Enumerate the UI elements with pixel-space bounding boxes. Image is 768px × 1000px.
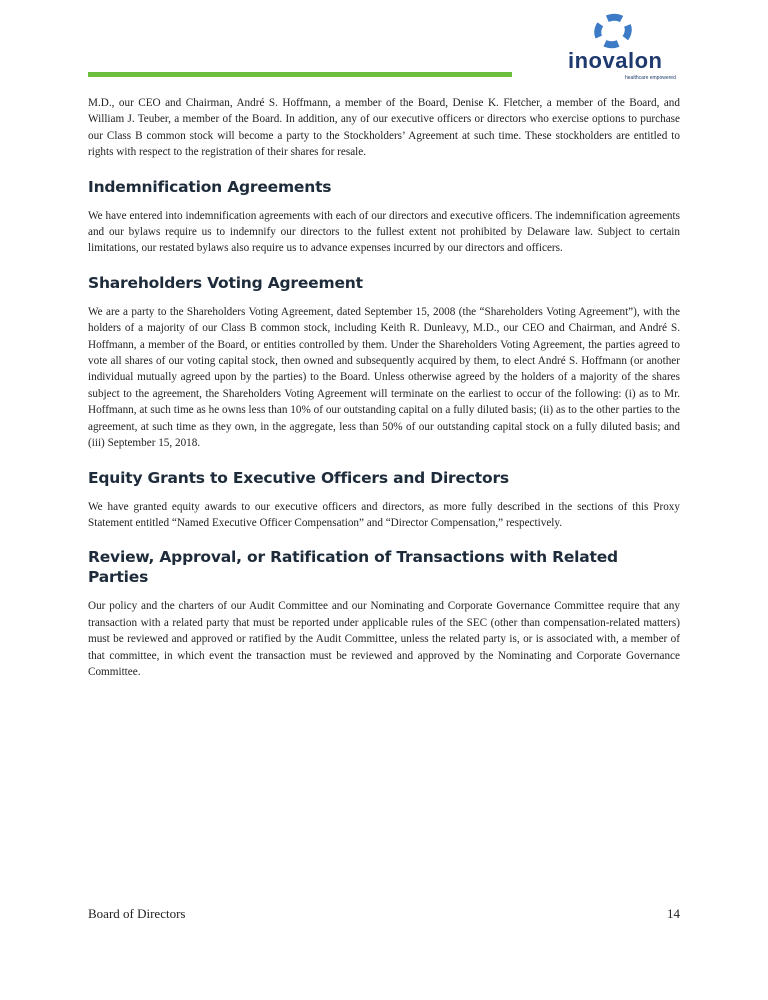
section-heading: Review, Approval, or Ratification of Transactions with Related Parties — [88, 548, 618, 587]
page-footer — [88, 906, 680, 922]
header-accent-bar — [88, 72, 512, 77]
paragraph: M.D., our CEO and Chairman, André S. Hoffmann, a member of the Board, Denise K. Fletcher, a member of the Board, and William J. Teuber, a member of the Board. In addition, any of our executive officers or directors who exercise options to purchase our Class B common stock will become a party to the Stockholders’ Agreement at such time. These stockholders are entitled to rights with respect to the registration of their shares for resale. — [88, 97, 680, 159]
document-body — [88, 95, 680, 680]
page-number: 14 — [667, 906, 680, 921]
paragraph: Our policy and the charters of our Audit Committee and our Nominating and Corporate Governance Committee require that any transaction with a related party that must be reported under applicable rules of the SEC (other than compensation-related matters) must be reviewed and approved or ratified by the Audit Committee, unless the related party is, or is associated with, a member of that committee, in which event the transaction must be reviewed and approved by the Nominating and Corporate Governance Committee. — [88, 600, 680, 678]
logo-name: inovalon — [568, 48, 663, 73]
logo-tagline: healthcare empowered — [625, 75, 676, 81]
paragraph: We have granted equity awards to our executive officers and directors, as more fully described in the sections of this Proxy Statement entitled “Named Executive Officer Compensation” and “Director Compensation,” respectively. — [88, 500, 680, 529]
section-heading: Indemnification Agreements — [88, 177, 332, 196]
section-heading: Shareholders Voting Agreement — [88, 273, 363, 292]
section-heading: Equity Grants to Executive Officers and Directors — [88, 468, 509, 487]
footer-section: Board of Directors — [88, 906, 186, 921]
inovalon-logo — [560, 12, 690, 82]
paragraph: We are a party to the Shareholders Voting Agreement, dated September 15, 2008 (the “Shareholders Voting Agreement”), with the holders of a majority of our Class B common stock, including Keith R. Dunleavy, M.D., our CEO and Chairman, and André S. Hoffmann, a member of the Board, or entities controlled by them. Under the Shareholders Voting Agreement, the parties agreed to vote all shares of our voting capital stock, then owned and subsequently acquired by them, to elect André S. Hoffmann (or another individual mutually agreed upon by the parties) to the Board. Unless otherwise agreed by the holders of a majority of the shares subject to the agreement, the Shareholders Voting Agreement will terminate on the earliest to occur of the following: (i) as to Mr. Hoffmann, at such time as he owns less than 10% of our outstanding capital on a fully diluted basis; (ii) as to the other parties to the agreement, at such time as they own, in the aggregate, less than 50% of our outstanding capital stock on a fully diluted basis; and (iii) September 15, 2018. — [88, 305, 680, 450]
paragraph: We have entered into indemnification agreements with each of our directors and executive officers. The indemnification agreements and our bylaws require us to indemnify our directors to the fullest extent not prohibited by Delaware law. Subject to certain limitations, our restated bylaws also require us to advance expenses incurred by our directors and officers. — [88, 209, 680, 255]
logo-ring-icon — [589, 9, 636, 54]
